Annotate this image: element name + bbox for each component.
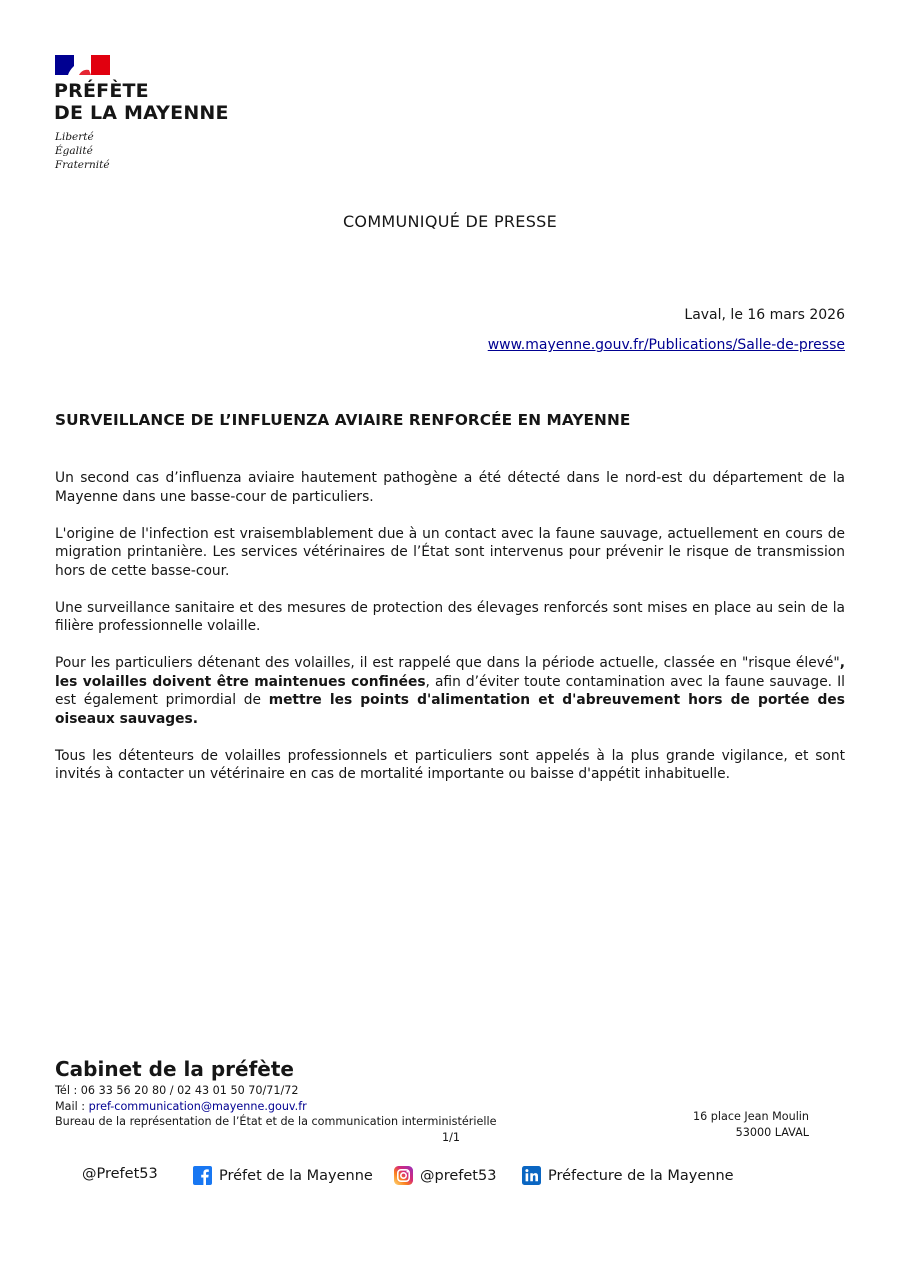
document-date: Laval, le 16 mars 2026: [684, 307, 845, 323]
page-number: 1/1: [442, 1131, 461, 1144]
motto-egalite: Égalité: [55, 145, 93, 157]
press-release-body: [55, 469, 845, 802]
paragraph-4-bold-feeding: mettre les points d'alimentation et d'abreuvement hors de portée des oiseaux sauvages.: [55, 692, 845, 727]
press-room-link[interactable]: www.mayenne.gouv.fr/Publications/Salle-de-presse: [487, 337, 845, 353]
address-street: 16 place Jean Moulin: [692, 1110, 809, 1123]
social-facebook[interactable]: [193, 1166, 373, 1185]
social-instagram[interactable]: [394, 1166, 496, 1185]
motto-liberte: Liberté: [55, 131, 94, 143]
motto-fraternite: Fraternité: [55, 159, 110, 171]
linkedin-icon: [522, 1166, 541, 1185]
press-release-headline: SURVEILLANCE DE L’INFLUENZA AVIAIRE RENFORCÉE EN MAYENNE: [55, 411, 631, 429]
footer-phone: Tél : 06 33 56 20 80 / 02 43 01 50 70/71/72: [55, 1084, 299, 1097]
republic-motto: [55, 130, 110, 172]
footer-address: [693, 1109, 809, 1140]
footer-mail-line: [55, 1099, 496, 1115]
social-facebook-label: Préfet de la Mayenne: [219, 1167, 373, 1184]
paragraph-4: [55, 654, 845, 728]
facebook-icon: [193, 1166, 212, 1185]
social-instagram-label: @prefet53: [420, 1167, 497, 1184]
paragraph-1: Un second cas d’influenza aviaire hautement pathogène a été détecté dans le nord-est du département de la Mayenne dans une basse-cour de particuliers.: [55, 470, 845, 505]
document-type: COMMUNIQUÉ DE PRESSE: [342, 212, 558, 231]
paragraph-4-part-c: , afin d’éviter toute contamination avec la faune sauvage. Il est également primordial de: [55, 673, 845, 708]
social-x-label: @Prefet53: [82, 1166, 158, 1182]
social-linkedin-label: Préfecture de la Mayenne: [548, 1167, 734, 1184]
social-linkedin[interactable]: [522, 1166, 734, 1185]
paragraph-2: L'origine de l'infection est vraisemblablement due à un contact avec la faune sauvage, actuellement en cours de migration printanière. Les services vétérinaires de l’État sont intervenus pour prévenir le risque de transmission hors de cette basse-cour.: [55, 525, 845, 579]
address-city: 53000 LAVAL: [735, 1125, 809, 1139]
marianne-flag-logo: [55, 55, 110, 75]
social-x[interactable]: [82, 1166, 158, 1182]
footer-contact: [55, 1083, 496, 1130]
logo-line-1: PRÉFÈTE: [54, 80, 149, 102]
footer-title: Cabinet de la préfète: [55, 1057, 294, 1081]
paragraph-4-part-a: Pour les particuliers détenant des volailles, il est rappelé que dans la période actuelle, classée en "risque élevé": [55, 655, 840, 671]
instagram-icon: [394, 1166, 413, 1185]
paragraph-3: Une surveillance sanitaire et des mesures de protection des élevages renforcés sont mises en place au sein de la filière professionnelle volaille.: [55, 599, 845, 634]
logo-title: [54, 80, 229, 124]
paragraph-5: Tous les détenteurs de volailles professionnels et particuliers sont appelés à la plus grande vigilance, et sont invités à contacter un vétérinaire en cas de mortalité importante ou baisse d'appétit inhabituelle.: [55, 747, 845, 782]
paragraph-4-bold-confinement: , les volailles doivent être maintenues confinées: [55, 655, 845, 690]
footer-mail-link[interactable]: pref-communication@mayenne.gouv.fr: [88, 1099, 307, 1113]
footer-bureau: Bureau de la représentation de l’État et de la communication interministérielle: [55, 1115, 497, 1128]
footer-mail-label: Mail :: [55, 1099, 89, 1113]
logo-line-2: DE LA MAYENNE: [54, 102, 229, 124]
